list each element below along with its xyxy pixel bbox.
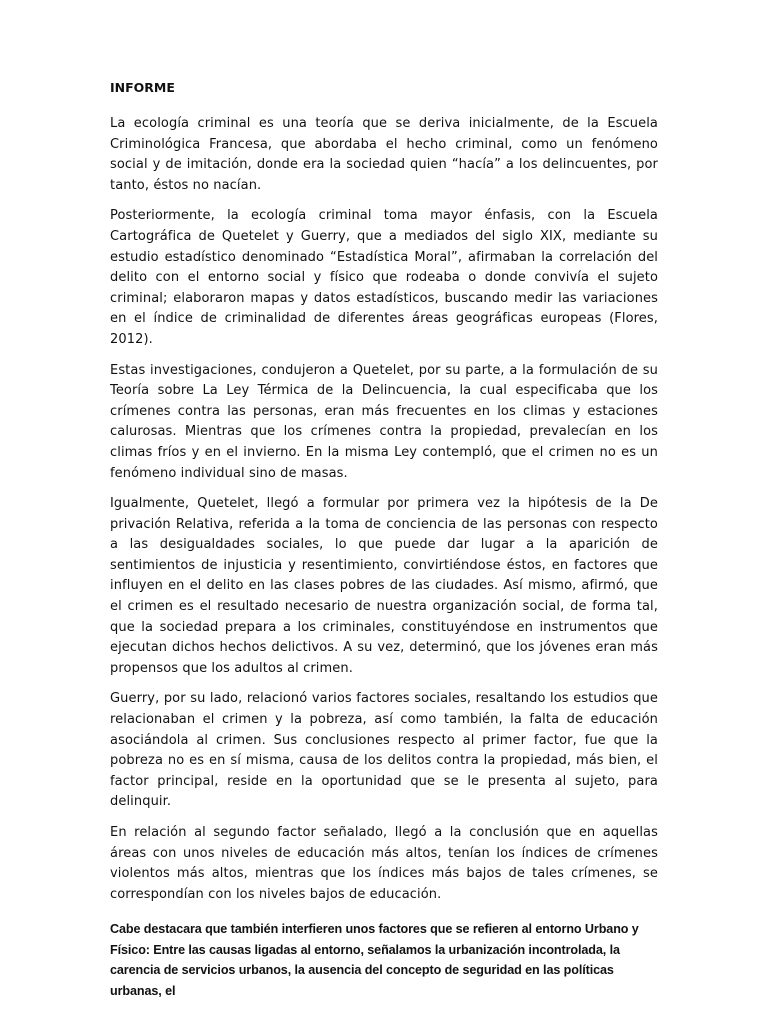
paragraph-7: Cabe destacara que también interfieren unos factores que se refieren al entorno Urbano y Físico: Entre las causas ligadas al entorno, señalamos la urbanización incontrolada, la carencia de servicios urbanos, la ausencia del concepto de seguridad en las políticas urbanas, el xyxy=(110,922,639,998)
paragraph-5: Guerry, por su lado, relacionó varios factores sociales, resaltando los estudios que relacionaban el crimen y la pobreza, así como también, la falta de educación asociándola al crimen. Sus conclusiones respecto al primer factor, fue que la pobreza no es en sí misma, causa de los delitos contra la propiedad, más bien, el factor principal, reside en la oportunidad que se le presenta al sujeto, para delinquir. xyxy=(110,691,658,810)
paragraph-1: La ecología criminal es una teoría que se deriva inicialmente, de la Escuela Criminológica Francesa, que abordaba el hecho criminal, como un fenómeno social y de imitación, donde era la sociedad quien “hacía” a los delincuentes, por tanto, éstos no nacían. xyxy=(110,116,658,193)
paragraph-2: Posteriormente, la ecología criminal toma mayor énfasis, con la Escuela Cartográfica de Quetelet y Guerry, que a mediados del siglo XIX, mediante su estudio estadístico denominado “Estadística Moral”, afirmaban la correlación del delito con el entorno social y físico que rodeaba o donde convivía el sujeto criminal; elaboraron mapas y datos estadísticos, buscando medir las variaciones en el índice de criminalidad de diferentes áreas geográficas europeas (Flores, 2012). xyxy=(110,208,658,347)
paragraph-4: Igualmente, Quetelet, llegó a formular por primera vez la hipótesis de la De privación Relativa, referida a la toma de conciencia de las personas con respecto a las desigualdades sociales, lo que puede dar lugar a la aparición de sentimientos de injusticia y resentimiento, convirtiéndose éstos, en factores que influyen en el delito en las clases pobres de las ciudades. Así mismo, afirmó, que el crimen es el resultado necesario de nuestra organización social, de forma tal, que la sociedad prepara a los criminales, constituyéndose en instrumentos que ejecutan dichos hechos delictivos. A su vez, determinó, que los jóvenes eran más propensos que los adultos al crimen. xyxy=(110,496,658,676)
paragraph-3: Estas investigaciones, condujeron a Quetelet, por su parte, a la formulación de su Teoría sobre La Ley Térmica de la Delincuencia, la cual especificaba que los crímenes contra las personas, eran más frecuentes en los climas y estaciones calurosas. Mientras que los crímenes contra la propiedad, prevalecían en los climas fríos y en el invierno. En la misma Ley contempló, que el crimen no es un fenómeno individual sino de masas. xyxy=(110,362,658,481)
document-page xyxy=(110,78,658,1011)
document-title: INFORME xyxy=(110,80,175,95)
paragraph-6: En relación al segundo factor señalado, llegó a la conclusión que en aquellas áreas con unos niveles de educación más altos, tenían los índices de crímenes violentos más altos, mientras que los índices más bajos de tales crímenes, se correspondían con los niveles bajos de educación. xyxy=(110,825,658,902)
